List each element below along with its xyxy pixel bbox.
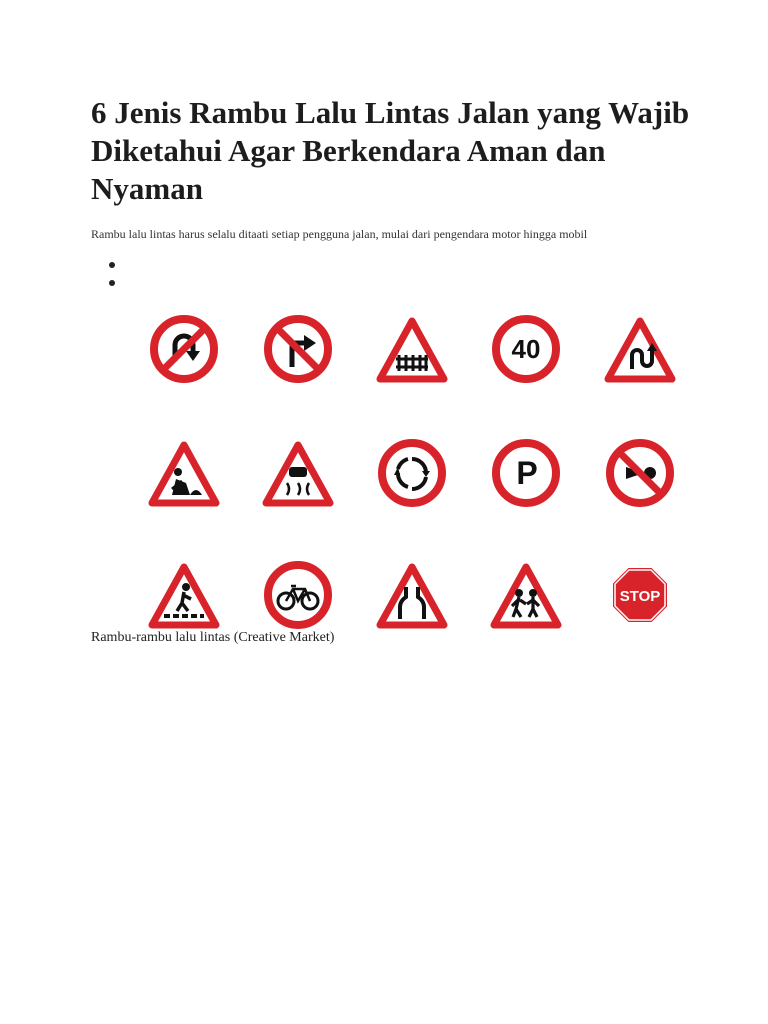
bullet-list	[109, 262, 115, 298]
article-lede: Rambu lalu lintas harus selalu ditaati setiap pengguna jalan, mulai dari pengendara motor hingga mobil	[91, 227, 588, 241]
speed-limit-value: 40	[511, 334, 541, 364]
parking-letter: P	[516, 455, 538, 491]
roundabout-sign-icon	[376, 437, 448, 509]
railway-crossing-sign-icon	[376, 313, 448, 385]
no-bicycle-sign-icon	[262, 559, 334, 631]
stop-text: STOP	[619, 588, 661, 605]
slippery-road-sign-icon	[262, 437, 334, 509]
road-narrows-sign-icon	[376, 559, 448, 631]
no-right-turn-sign-icon	[262, 313, 334, 385]
page-title: 6 Jenis Rambu Lalu Lintas Jalan yang Wajib Diketahui Agar Berkendara Aman dan Nyaman	[91, 95, 690, 206]
traffic-signs-image	[239, 313, 768, 633]
parking-sign-icon	[490, 437, 562, 509]
road-work-sign-icon	[148, 437, 220, 509]
pedestrian-crossing-sign-icon	[148, 559, 220, 631]
children-crossing-sign-icon	[490, 559, 562, 631]
bullet-point	[109, 280, 115, 286]
winding-road-sign-icon	[604, 313, 676, 385]
stop-sign-icon	[604, 559, 676, 631]
speed-limit-sign-icon	[490, 313, 562, 385]
bullet-point	[109, 262, 115, 268]
image-caption: Rambu-rambu lalu lintas (Creative Market)	[91, 630, 335, 645]
no-horn-sign-icon	[604, 437, 676, 509]
no-u-turn-sign-icon	[148, 313, 220, 385]
